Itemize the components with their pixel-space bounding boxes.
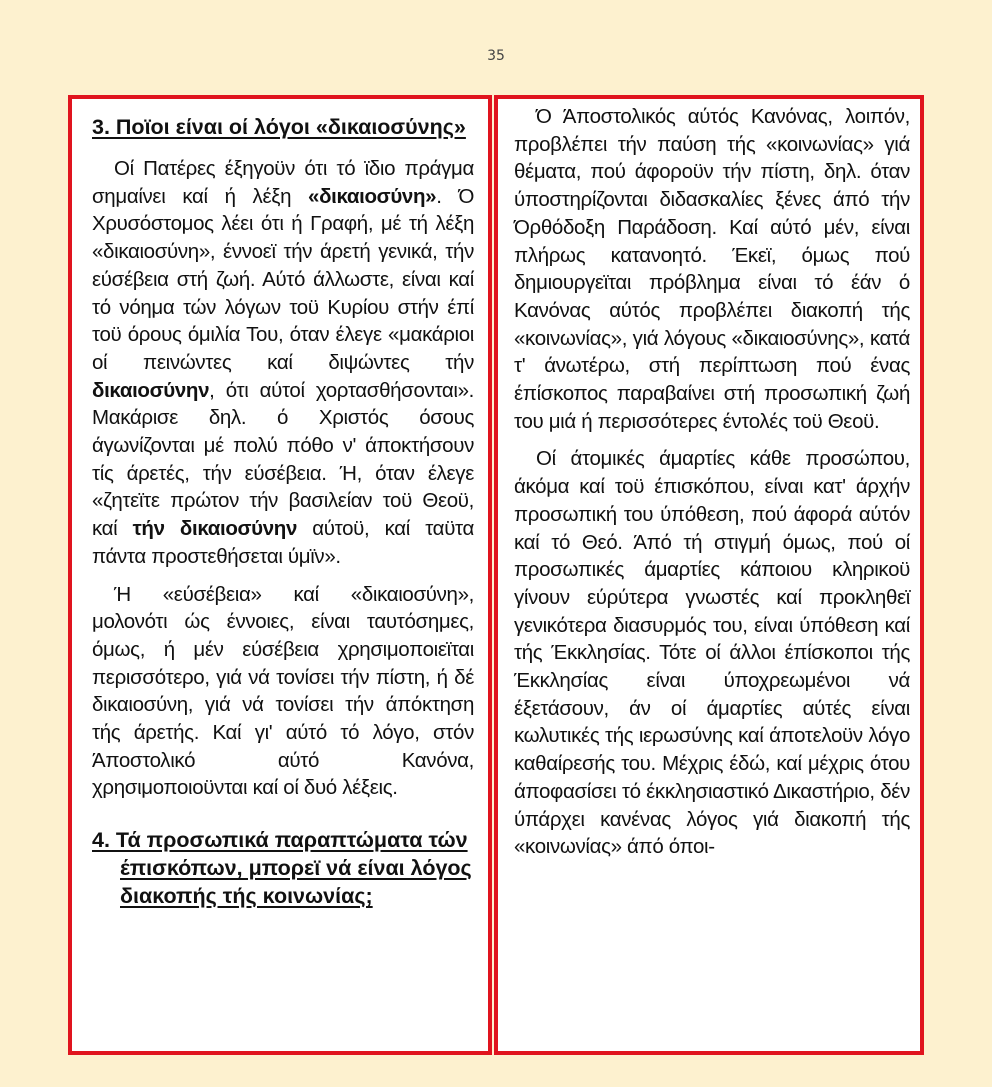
paragraph xyxy=(92,155,474,571)
paragraph-text: αύτοϋ, καί ταϋτα πάντα προστεθήσεται ύμϊν». xyxy=(92,517,475,568)
bold-term: τήν δικαιοσύνην xyxy=(132,517,298,541)
paragraph-text: , ότι αύτοί χορτασθήσονται». Μακάρισε δηλ. ό Χριστός όσους άγωνίζονται μέ πολύ πόθο ν' άποκτήσουν τίς άρετές, τήν εύσέβεια. Ή, όταν έλεγε «ζητεϊτε πρώτον τήν βασιλείαν τοϋ Θεοϋ, καί xyxy=(92,378,474,541)
left-text-column xyxy=(68,95,492,1055)
paragraph-text: . Ό Χρυσόστομος λέει ότι ή Γραφή, μέ τή λέξη «δικαιοσύνη», έννοεϊ τήν άρετή γενικά, τήν εύσέβεια στή ζωή. Αύτό άλλωστε, είναι καί τό νόημα τών λόγων τοϋ Κυρίου στήν έπί τοϋ όρους όμιλία Του, όταν έλεγε «μακάριοι οί πεινώντες καί διψώντες τήν xyxy=(92,184,474,374)
paragraph: Ό Άποστολικός αύτός Κανόνας, λοιπόν, προβλέπει τήν παύση τής «κοινωνίας» γιά θέματα, πού άφοροϋν τήν πίστη, δηλ. όταν ύποστηρίζονται διδασκαλίες ξένες άπό τήν Όρθόδοξη Παράδοση. Καί αύτό μέν, είναι πλήρως κατανοητό. Έκεϊ, όμως πού δημιουργεϊται πρόβλημα είναι τό έάν ό Κανόνας αύτός προβλέπει διακοπή τής «κοινωνίας», γιά λόγους «δικαιοσύνης», κατά τ' άνωτέρω, στή περίπτωση πού ένας έπίσκοπος παραβαίνει στή προσωπική ζωή του μιά ή περισσότερες έντολές τοϋ Θεοϋ. xyxy=(514,105,910,433)
section-heading-4: 4. Τά προσωπικά παραπτώματα τών έπισκόπων, μπορεϊ νά είναι λόγος διακοπής τής κοινωνίας; xyxy=(92,828,472,909)
paragraph: Οί άτομικές άμαρτίες κάθε προσώπου, άκόμα καί τοϋ έπισκόπου, είναι κατ' άρχήν προσωπική του ύπόθεση, πού άφορά αύτόν καί τό Θεό. Άπό τή στιγμή όμως, πού οί προσωπικές άμαρτίες κάποιου κληρικοϋ γίνουν εύρύτερα γνωστές καί προκληθεϊ γενικότερα διασυρμός του, είναι ύπόθεση καί τής Έκκλησίας. Τότε οί άλλοι έπίσκοποι τής Έκκλησίας είναι ύποχρεωμένοι νά έξετάσουν, άν οί άμαρτίες αύτές είναι κωλυτικές τής ιερωσύνης καί άποτελοϋν λόγο καθαίρεσής του. Μέχρις έδώ, καί μέχρις ότου άποφασίσει τό έκκλησιαστικό Δικαστήριο, δέν ύπάρχει κανένας λόγος γιά διακοπή τής «κοινωνίας» άπό όποι- xyxy=(514,447,910,859)
bold-term: δικαιοσύνην xyxy=(92,378,210,402)
bold-term: «δικαιοσύνη» xyxy=(308,184,437,208)
section-heading-3: 3. Ποϊοι είναι οί λόγοι «δικαιοσύνης» xyxy=(92,115,466,139)
page-number: 35 xyxy=(487,48,505,64)
right-text-column xyxy=(494,95,924,1055)
paragraph: Ή «εύσέβεια» καί «δικαιοσύνη», μολονότι ώς έννοιες, είναι ταυτόσημες, όμως, ή μέν εύσέβεια χρησιμοποιεϊται περισσότερο, γιά νά τονίσει τήν πίστη, ή δέ δικαιοσύνη, γιά νά τονίσει τήν άπόκτηση τής άρετής. Καί γι' αύτό τό λόγο, στόν Άποστολικό αύτό Κανόνα, χρησιμοποιοϋνται καί οί δυό λέξεις. xyxy=(92,582,474,800)
paragraph-text: Οί Πατέρες έξηγοϋν ότι τό ϊδιο πράγμα σημαίνει καί ή λέξη xyxy=(92,157,474,208)
